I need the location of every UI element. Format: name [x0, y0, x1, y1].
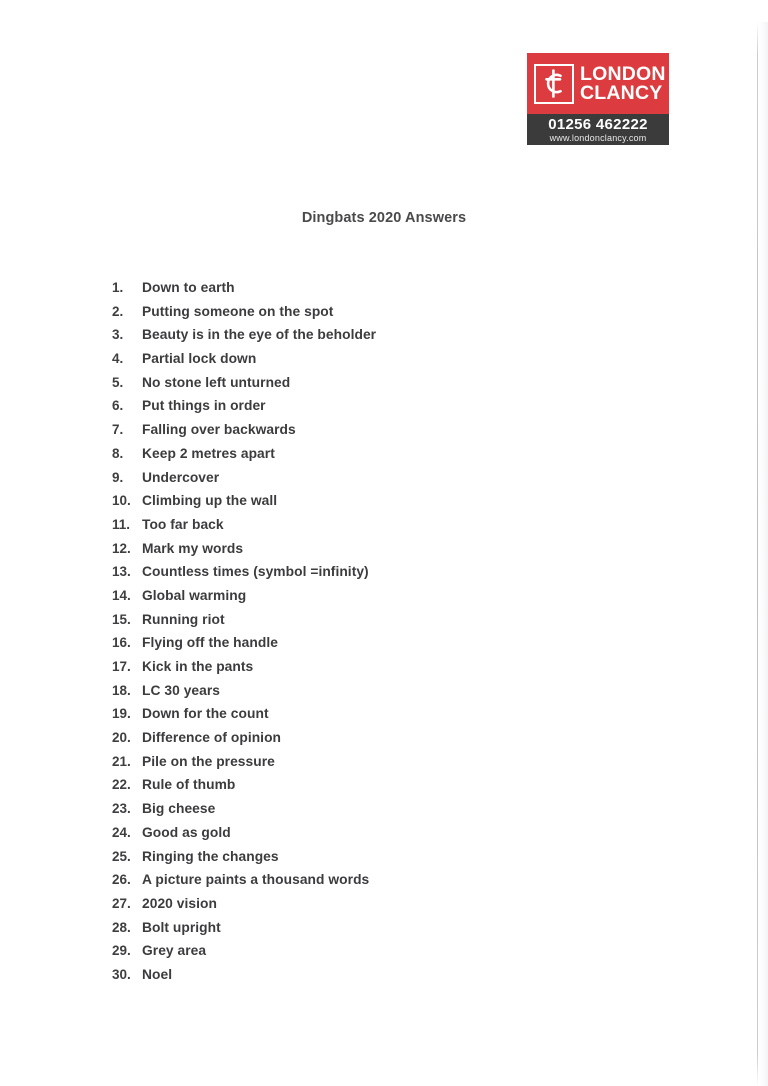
answer-text: Countless times (symbol =infinity): [142, 564, 369, 580]
page-edge-line: [757, 22, 758, 1086]
answer-row: [112, 612, 632, 636]
answer-number: 11.: [112, 516, 131, 532]
answer-text: Undercover: [142, 469, 220, 485]
answer-text: Putting someone on the spot: [142, 303, 334, 319]
answer-number: 27.: [112, 895, 131, 911]
answer-number: 4.: [112, 351, 124, 367]
answer-text: Too far back: [142, 516, 224, 532]
answer-row: [112, 564, 632, 588]
answer-number: 23.: [112, 801, 131, 817]
answer-row: [112, 849, 632, 873]
answer-row: [112, 446, 632, 470]
answer-row: [112, 588, 632, 612]
answers-list: [112, 280, 632, 991]
answer-row: [112, 730, 632, 754]
logo-contact-band: [527, 114, 669, 145]
answer-number: 9.: [112, 469, 124, 485]
answer-row: [112, 659, 632, 683]
answer-number: 30.: [112, 966, 131, 982]
london-clancy-logo: [527, 53, 669, 145]
answer-number: 17.: [112, 659, 131, 674]
answer-text: Big cheese: [142, 801, 216, 817]
answer-row: [112, 683, 632, 707]
answer-row: [112, 422, 632, 446]
logo-wordmark: [580, 62, 666, 104]
answer-number: 7.: [112, 422, 124, 438]
answer-number: 10.: [112, 493, 131, 509]
answer-row: [112, 635, 632, 659]
answer-number: 13.: [112, 564, 131, 580]
answer-text: 2020 vision: [142, 895, 217, 911]
answer-number: 26.: [112, 872, 131, 888]
answer-row: [112, 327, 632, 351]
answer-number: 28.: [112, 919, 131, 935]
answer-number: 12.: [112, 540, 131, 556]
answer-row: [112, 470, 632, 494]
answer-text: Climbing up the wall: [142, 493, 278, 509]
answer-text: Rule of thumb: [142, 777, 236, 793]
answer-row: [112, 967, 632, 991]
answer-number: 3.: [112, 327, 124, 343]
answer-number: 6.: [112, 398, 124, 414]
answer-row: [112, 943, 632, 967]
answer-row: [112, 541, 632, 565]
answer-number: 20.: [112, 730, 131, 746]
answer-text: Grey area: [142, 943, 207, 959]
answer-number: 24.: [112, 824, 131, 840]
answer-text: Flying off the handle: [142, 635, 278, 651]
page-title: Dingbats 2020 Answers: [301, 210, 467, 226]
logo-website-url: www.londonclancy.com: [549, 132, 647, 143]
answer-number: 8.: [112, 445, 124, 461]
answer-row: [112, 896, 632, 920]
answer-row: [112, 872, 632, 896]
answer-text: LC 30 years: [142, 682, 221, 698]
answer-row: [112, 920, 632, 944]
answer-text: Pile on the pressure: [142, 753, 275, 769]
answer-text: A picture paints a thousand words: [142, 872, 370, 888]
answer-row: [112, 351, 632, 375]
answer-row: [112, 304, 632, 328]
answer-text: Partial lock down: [142, 351, 257, 367]
answer-number: 2.: [112, 303, 124, 319]
logo-phone-number: 01256 462222: [548, 115, 648, 133]
answer-text: Down to earth: [142, 280, 235, 295]
answer-row: [112, 398, 632, 422]
answer-row: [112, 280, 632, 304]
answer-row: [112, 517, 632, 541]
answer-text: Beauty is in the eye of the beholder: [142, 327, 377, 343]
answer-row: [112, 754, 632, 778]
answer-text: Keep 2 metres apart: [142, 445, 275, 461]
answer-text: Falling over backwards: [142, 422, 296, 438]
answer-text: Running riot: [142, 611, 225, 627]
answer-row: [112, 825, 632, 849]
answer-text: Bolt upright: [142, 919, 221, 935]
answer-number: 16.: [112, 635, 131, 651]
answer-text: No stone left unturned: [142, 374, 291, 390]
logo-brand-band: [527, 53, 669, 114]
answer-number: 1.: [112, 280, 124, 295]
answer-row: [112, 493, 632, 517]
answer-number: 25.: [112, 848, 131, 864]
answer-text: Down for the count: [142, 706, 269, 722]
answer-text: Kick in the pants: [142, 659, 254, 674]
answer-row: [112, 801, 632, 825]
answer-text: Mark my words: [142, 540, 244, 556]
logo-word-clancy: CLANCY: [580, 81, 663, 104]
answer-number: 22.: [112, 777, 131, 793]
answer-text: Good as gold: [142, 824, 231, 840]
lc-monogram-icon: [534, 64, 574, 104]
answer-text: Ringing the changes: [142, 848, 279, 864]
answer-text: Difference of opinion: [142, 730, 282, 746]
answer-row: [112, 375, 632, 399]
logo-word-london: LONDON: [580, 62, 666, 85]
answer-number: 21.: [112, 753, 131, 769]
answer-text: Noel: [142, 966, 173, 982]
answer-number: 5.: [112, 374, 124, 390]
answer-number: 14.: [112, 587, 131, 603]
page-edge-shading: [758, 22, 768, 1086]
answer-row: [112, 777, 632, 801]
answer-row: [112, 706, 632, 730]
answer-number: 18.: [112, 682, 131, 698]
answer-number: 15.: [112, 611, 131, 627]
answer-number: 19.: [112, 706, 131, 722]
answer-text: Put things in order: [142, 398, 266, 414]
answer-number: 29.: [112, 943, 131, 959]
answer-text: Global warming: [142, 587, 247, 603]
